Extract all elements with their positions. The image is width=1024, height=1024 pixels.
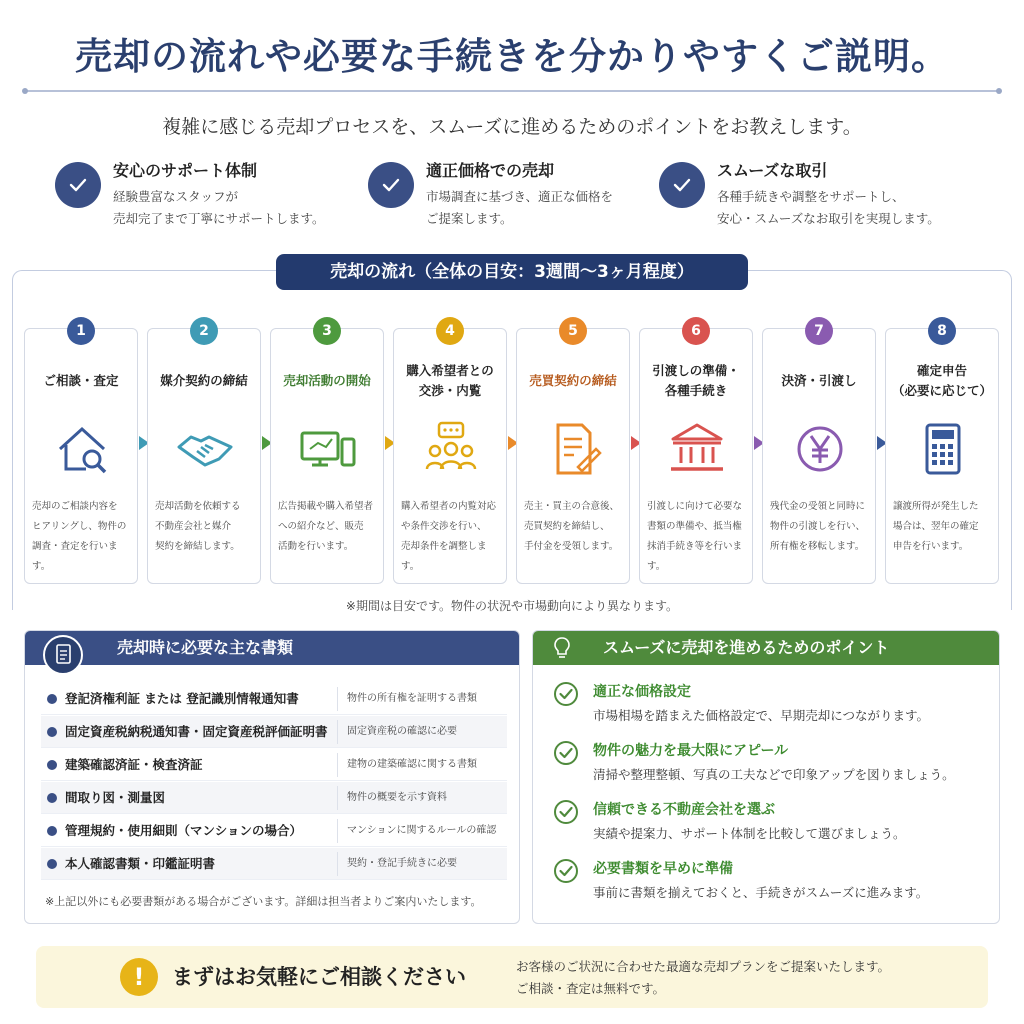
- step-desc-line: 売却条件を調整します。: [401, 541, 487, 572]
- point-desc: 市場相場を踏まえた価格設定で、早期売却につながります。: [593, 708, 930, 723]
- step-number-badge: 4: [436, 317, 464, 345]
- step-desc-line: 引渡しに向けて必要な: [647, 501, 743, 512]
- bullet-icon: [47, 760, 57, 770]
- step-number-badge: 8: [928, 317, 956, 345]
- feature-list: [55, 158, 995, 238]
- bullet-icon: [47, 793, 57, 803]
- step-desc-line: や条件交渉を行い、: [401, 521, 487, 532]
- document-desc: 契約・登記手続きに必要: [347, 858, 457, 869]
- column-divider: [337, 852, 338, 876]
- title-divider: [24, 90, 1000, 92]
- step-title: [152, 371, 256, 391]
- document-icon: [43, 635, 83, 675]
- contact-desc: [516, 956, 890, 1000]
- step-title: [644, 361, 748, 401]
- point-item: [553, 740, 993, 788]
- flow-step-6: [639, 323, 753, 584]
- points-heading: スムーズに売却を進めるためのポイント: [603, 638, 890, 657]
- step-desc-line: 購入希望者の内覧対応: [401, 501, 497, 512]
- contact-banner: [36, 946, 988, 1008]
- step-desc: [155, 497, 257, 557]
- flow-note: ※期間は目安です。物件の状況や市場動向により異なります。: [345, 599, 679, 613]
- step-desc-line: 物件の引渡しを行い、: [770, 521, 866, 532]
- contact-desc-line: ご相談・査定は無料です。: [516, 981, 666, 996]
- step-number-badge: 6: [682, 317, 710, 345]
- flow-step-7: [762, 323, 876, 584]
- step-title: [767, 371, 871, 391]
- document-row: [41, 848, 507, 880]
- step-number-badge: 2: [190, 317, 218, 345]
- step-title-line: 引渡しの準備・: [652, 363, 740, 378]
- flow-heading: 売却の流れ（全体の目安：3週間〜3ヶ月程度）: [276, 254, 748, 290]
- feature-desc-line: 経験豊富なスタッフが: [113, 189, 239, 204]
- step-desc-line: 売却活動を依頼する: [155, 501, 241, 512]
- step-desc-line: 広告掲載や購入希望者: [278, 501, 374, 512]
- step-title-line: 各種手続き: [664, 383, 728, 398]
- point-desc: 事前に書類を揃えておくと、手続きがスムーズに進みます。: [593, 885, 929, 900]
- step-title-line: （必要に応じて）: [891, 383, 992, 398]
- feature-title: 安心のサポート体制: [113, 161, 258, 180]
- step-title-line: 購入希望者との: [406, 363, 494, 378]
- step-desc-line: への紹介など、販売: [278, 521, 364, 532]
- document-row: [41, 716, 507, 748]
- flow-step-8: [885, 323, 999, 584]
- step-desc-line: 書類の準備や、抵当権: [647, 521, 742, 532]
- document-name: 間取り図・測量図: [65, 790, 166, 805]
- document-name: 固定資産税納税通知書・固定資産税評価証明書: [65, 724, 328, 739]
- step-title-line: 売却活動の開始: [283, 373, 371, 388]
- step-desc: [32, 497, 134, 577]
- check-circle-icon: [55, 162, 101, 208]
- flow-step-4: [393, 323, 507, 584]
- documents-header: [25, 631, 519, 665]
- points-header: [533, 631, 999, 665]
- feature-support: [55, 158, 355, 238]
- check-circle-icon: [659, 162, 705, 208]
- step-title: [521, 371, 625, 391]
- bullet-icon: [47, 727, 57, 737]
- column-divider: [337, 786, 338, 810]
- step-number-badge: 5: [559, 317, 587, 345]
- step-title: [29, 371, 133, 391]
- handshake-icon: [175, 419, 235, 479]
- feature-desc: [717, 186, 940, 230]
- page-title: 売却の流れや必要な手続きを分かりやすくご説明。: [75, 35, 949, 78]
- points-panel: [532, 630, 1000, 924]
- document-desc: 建物の建築確認に関する書類: [347, 759, 477, 770]
- step-desc: [893, 497, 995, 557]
- contact-title: まずはお気軽にご相談ください: [172, 965, 466, 989]
- people-chat-icon: [421, 419, 481, 479]
- document-row: [41, 815, 507, 847]
- step-number-badge: 3: [313, 317, 341, 345]
- house-search-icon: [52, 419, 112, 479]
- document-name: 建築確認済証・検査済証: [65, 757, 203, 772]
- documents-panel: [24, 630, 520, 924]
- check-circle-icon: [553, 858, 579, 884]
- document-name: 管理規約・使用細則（マンションの場合）: [65, 823, 302, 838]
- flow-step-2: [147, 323, 261, 584]
- step-title: [890, 361, 994, 401]
- bank-icon: [667, 419, 727, 479]
- point-title: 適正な価格設定: [593, 684, 691, 700]
- step-desc: [278, 497, 380, 557]
- bullet-icon: [47, 694, 57, 704]
- step-desc-line: 抹消手続き等を行います。: [647, 541, 743, 572]
- step-desc-line: 売却のご相談内容を: [32, 501, 118, 512]
- feature-desc-line: 安心・スムーズなお取引を実現します。: [717, 211, 940, 226]
- contact-desc-line: お客様のご状況に合わせた最適な売却プランをご提案いたします。: [516, 959, 891, 974]
- documents-heading: 売却時に必要な主な書類: [117, 638, 294, 657]
- feature-smooth: [659, 158, 959, 238]
- document-row: [41, 782, 507, 814]
- yen-icon: [790, 419, 850, 479]
- page-subtitle: 複雑に感じる売却プロセスを、スムーズに進めるためのポイントをお教えします。: [162, 116, 862, 138]
- column-divider: [337, 753, 338, 777]
- column-divider: [337, 687, 338, 711]
- document-name: 本人確認書類・印鑑証明書: [65, 856, 216, 871]
- exclamation-icon: !: [120, 958, 158, 996]
- feature-title: スムーズな取引: [717, 161, 828, 180]
- step-title: [275, 371, 379, 391]
- document-desc: マンションに関するルールの確認: [347, 825, 497, 836]
- step-title-line: ご相談・査定: [43, 373, 119, 388]
- feature-desc-line: 売却完了まで丁寧にサポートします。: [113, 211, 325, 226]
- document-desc: 物件の所有権を証明する書類: [347, 693, 477, 704]
- step-desc-line: 所有権を移転します。: [770, 541, 865, 552]
- step-title-line: 交渉・内覧: [418, 383, 482, 398]
- document-row: [41, 683, 507, 715]
- point-title: 必要書類を早めに準備: [593, 861, 733, 877]
- step-desc-line: 申告を行います。: [893, 541, 969, 552]
- step-title: [398, 361, 502, 401]
- step-desc-line: 場合は、翌年の確定: [893, 521, 979, 532]
- step-desc-line: 契約を締結します。: [155, 541, 240, 552]
- documents-note: ※上記以外にも必要書類がある場合がございます。詳細は担当者よりご案内いたします。: [45, 895, 482, 908]
- step-desc-line: ヒアリングし、物件の: [32, 521, 127, 532]
- point-title: 信頼できる不動産会社を選ぶ: [593, 802, 775, 818]
- step-desc-line: 手付金を受領します。: [524, 541, 619, 552]
- step-title-line: 確定申告: [916, 363, 967, 378]
- check-circle-icon: [553, 740, 579, 766]
- document-desc: 物件の概要を示す資料: [347, 792, 447, 803]
- bullet-icon: [47, 826, 57, 836]
- step-title-line: 媒介契約の締結: [160, 373, 248, 388]
- point-title: 物件の魅力を最大限にアピール: [593, 743, 789, 759]
- feature-desc-line: 市場調査に基づき、適正な価格を: [426, 189, 614, 204]
- step-desc: [524, 497, 626, 557]
- feature-desc-line: 各種手続きや調整をサポートし、: [717, 189, 905, 204]
- column-divider: [337, 819, 338, 843]
- step-desc-line: 不動産会社と媒介: [155, 521, 232, 532]
- lightbulb-icon: [549, 635, 575, 661]
- step-desc: [647, 497, 749, 577]
- column-divider: [337, 720, 338, 744]
- point-desc: 実績や提案力、サポート体制を比較して選びましょう。: [593, 826, 906, 841]
- point-item: [553, 799, 993, 847]
- step-desc-line: 残代金の受領と同時に: [770, 501, 866, 512]
- check-circle-icon: [553, 681, 579, 707]
- feature-desc: [113, 186, 325, 230]
- step-desc: [770, 497, 872, 557]
- step-number-badge: 7: [805, 317, 833, 345]
- document-row: [41, 749, 507, 781]
- point-desc: 清掃や整理整頓、写真の工夫などで印象アップを図りましょう。: [593, 767, 955, 782]
- feature-desc: [426, 186, 613, 230]
- step-desc-line: 活動を行います。: [278, 541, 354, 552]
- devices-icon: [298, 419, 358, 479]
- step-number-badge: 1: [67, 317, 95, 345]
- check-circle-icon: [553, 799, 579, 825]
- document-desc: 固定資産税の確認に必要: [347, 726, 457, 737]
- step-desc-line: 売主・買主の合意後、: [524, 501, 620, 512]
- check-circle-icon: [368, 162, 414, 208]
- flow-step-3: [270, 323, 384, 584]
- point-item: [553, 681, 993, 729]
- flow-step-1: [24, 323, 138, 584]
- feature-desc-line: ご提案します。: [426, 211, 513, 226]
- step-title-line: 売買契約の締結: [529, 373, 617, 388]
- point-item: [553, 858, 993, 906]
- bullet-icon: [47, 859, 57, 869]
- feature-title: 適正価格での売却: [426, 161, 555, 180]
- step-title-line: 決済・引渡し: [781, 373, 857, 388]
- flow-step-5: [516, 323, 630, 584]
- contract-icon: [544, 419, 604, 479]
- step-desc: [401, 497, 503, 577]
- feature-price: [368, 158, 668, 238]
- step-desc-line: 譲渡所得が発生した: [893, 501, 979, 512]
- step-desc-line: 売買契約を締結し、: [524, 521, 610, 532]
- calculator-icon: [913, 419, 973, 479]
- step-desc-line: 調査・査定を行います。: [32, 541, 118, 572]
- document-name: 登記済権利証 または 登記識別情報通知書: [65, 691, 299, 706]
